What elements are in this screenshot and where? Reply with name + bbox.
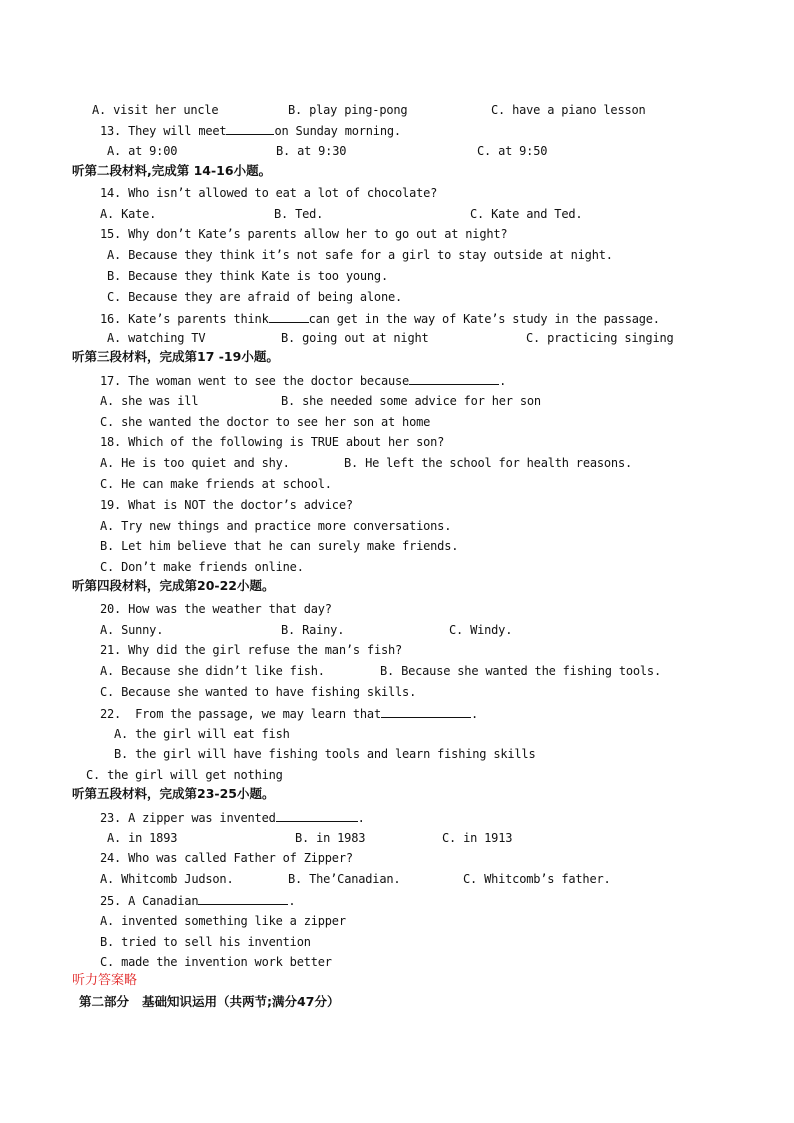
q24-option-c: C. Whitcomb’s father. [463,872,611,886]
q21-question: 21. Why did the girl refuse the man’s fish? [100,643,403,657]
q15-option-c: C. Because they are afraid of being alone. [107,290,403,304]
q24-question: 24. Who was called Father of Zipper? [100,851,353,865]
q16-question-post: can get in the way of Kate’s study in the passage. [308,312,660,326]
q22-question-post: . [471,707,479,721]
q24-option-b: B. The’Canadian. [288,872,401,886]
q13-option-c: C. at 9:50 [477,144,548,158]
q14-question: 14. Who isn’t allowed to eat a lot of chocolate? [100,186,438,200]
q13-question-pre: 13. They will meet [100,124,227,138]
q22-question [100,705,478,722]
q25-question-pre: 25. A Canadian [100,894,199,908]
q12-option-b: B. play ping-pong [288,103,408,117]
q22-option-a: A. the girl will eat fish [114,727,290,741]
q20-question: 20. How was the weather that day? [100,602,332,616]
q23-option-b: B. in 1983 [295,831,366,845]
q21-option-b: B. Because she wanted the fishing tools. [380,664,661,678]
q16-option-c: C. practicing singing [526,331,674,345]
q14-option-b: B. Ted. [274,207,324,221]
q23-question-pre: 23. A zipper was invented [100,811,276,825]
q23-blank [276,809,358,822]
q17-option-b: B. she needed some advice for her son [281,394,541,408]
q25-blank [198,892,288,905]
q15-question: 15. Why don’t Kate’s parents allow her to go out at night? [100,227,508,241]
q23-question [100,809,365,826]
q22-option-c: C. the girl will get nothing [86,768,283,782]
q20-option-c: C. Windy. [449,623,513,637]
q25-question-post: . [288,894,296,908]
q16-blank [269,310,309,323]
q23-question-post: . [357,811,365,825]
q12-option-c: C. have a piano lesson [491,103,646,117]
q14-option-c: C. Kate and Ted. [470,207,583,221]
q22-blank [381,705,471,718]
q13-question [100,122,401,139]
q17-question-post: . [499,374,507,388]
q18-question: 18. Which of the following is TRUE about her son? [100,435,445,449]
section-2-heading: 听第二段材料,完成第 14-16小题。 [72,163,272,178]
q12-option-a: A. visit her uncle [92,103,219,117]
listening-answer-note: 听力答案略 [72,973,138,988]
q16-question [100,310,660,327]
q19-option-b: B. Let him believe that he can surely make friends. [100,539,459,553]
section-3-heading: 听第三段材料，完成第17 -19小题。 [72,349,279,364]
q18-option-b: B. He left the school for health reasons. [344,456,633,470]
q16-option-a: A. watching TV [107,331,206,345]
q13-option-b: B. at 9:30 [276,144,347,158]
q21-option-c: C. Because she wanted to have fishing skills. [100,685,417,699]
q19-option-c: C. Don’t make friends online. [100,560,304,574]
q24-option-a: A. Whitcomb Judson. [100,872,234,886]
q23-option-c: C. in 1913 [442,831,513,845]
section-5-heading: 听第五段材料，完成第23-25小题。 [72,786,275,801]
q18-option-a: A. He is too quiet and shy. [100,456,290,470]
q15-option-b: B. Because they think Kate is too young. [107,269,388,283]
q19-option-a: A. Try new things and practice more conversations. [100,519,452,533]
part-2-heading: 第二部分 基础知识运用（共两节;满分47分） [79,994,340,1009]
q21-option-a: A. Because she didn’t like fish. [100,664,325,678]
q16-question-pre: 16. Kate’s parents think [100,312,269,326]
q25-option-b: B. tried to sell his invention [100,935,311,949]
q19-question: 19. What is NOT the doctor’s advice? [100,498,353,512]
q16-option-b: B. going out at night [281,331,429,345]
q18-option-c: C. He can make friends at school. [100,477,332,491]
q25-option-c: C. made the invention work better [100,955,332,969]
q13-option-a: A. at 9:00 [107,144,178,158]
q13-blank [226,122,274,135]
q20-option-a: A. Sunny. [100,623,164,637]
q22-question-pre: 22. From the passage, we may learn that [100,707,381,721]
q20-option-b: B. Rainy. [281,623,345,637]
q17-option-a: A. she was ill [100,394,199,408]
q22-option-b: B. the girl will have fishing tools and learn fishing skills [114,747,536,761]
q17-question [100,372,506,389]
q23-option-a: A. in 1893 [107,831,178,845]
q17-option-c: C. she wanted the doctor to see her son at home [100,415,431,429]
section-4-heading: 听第四段材料，完成第20-22小题。 [72,578,275,593]
q17-blank [409,372,499,385]
q14-option-a: A. Kate. [100,207,157,221]
q13-question-post: on Sunday morning. [274,124,401,138]
q17-question-pre: 17. The woman went to see the doctor because [100,374,410,388]
q15-option-a: A. Because they think it’s not safe for a girl to stay outside at night. [107,248,613,262]
q25-question [100,892,295,909]
q25-option-a: A. invented something like a zipper [100,914,346,928]
